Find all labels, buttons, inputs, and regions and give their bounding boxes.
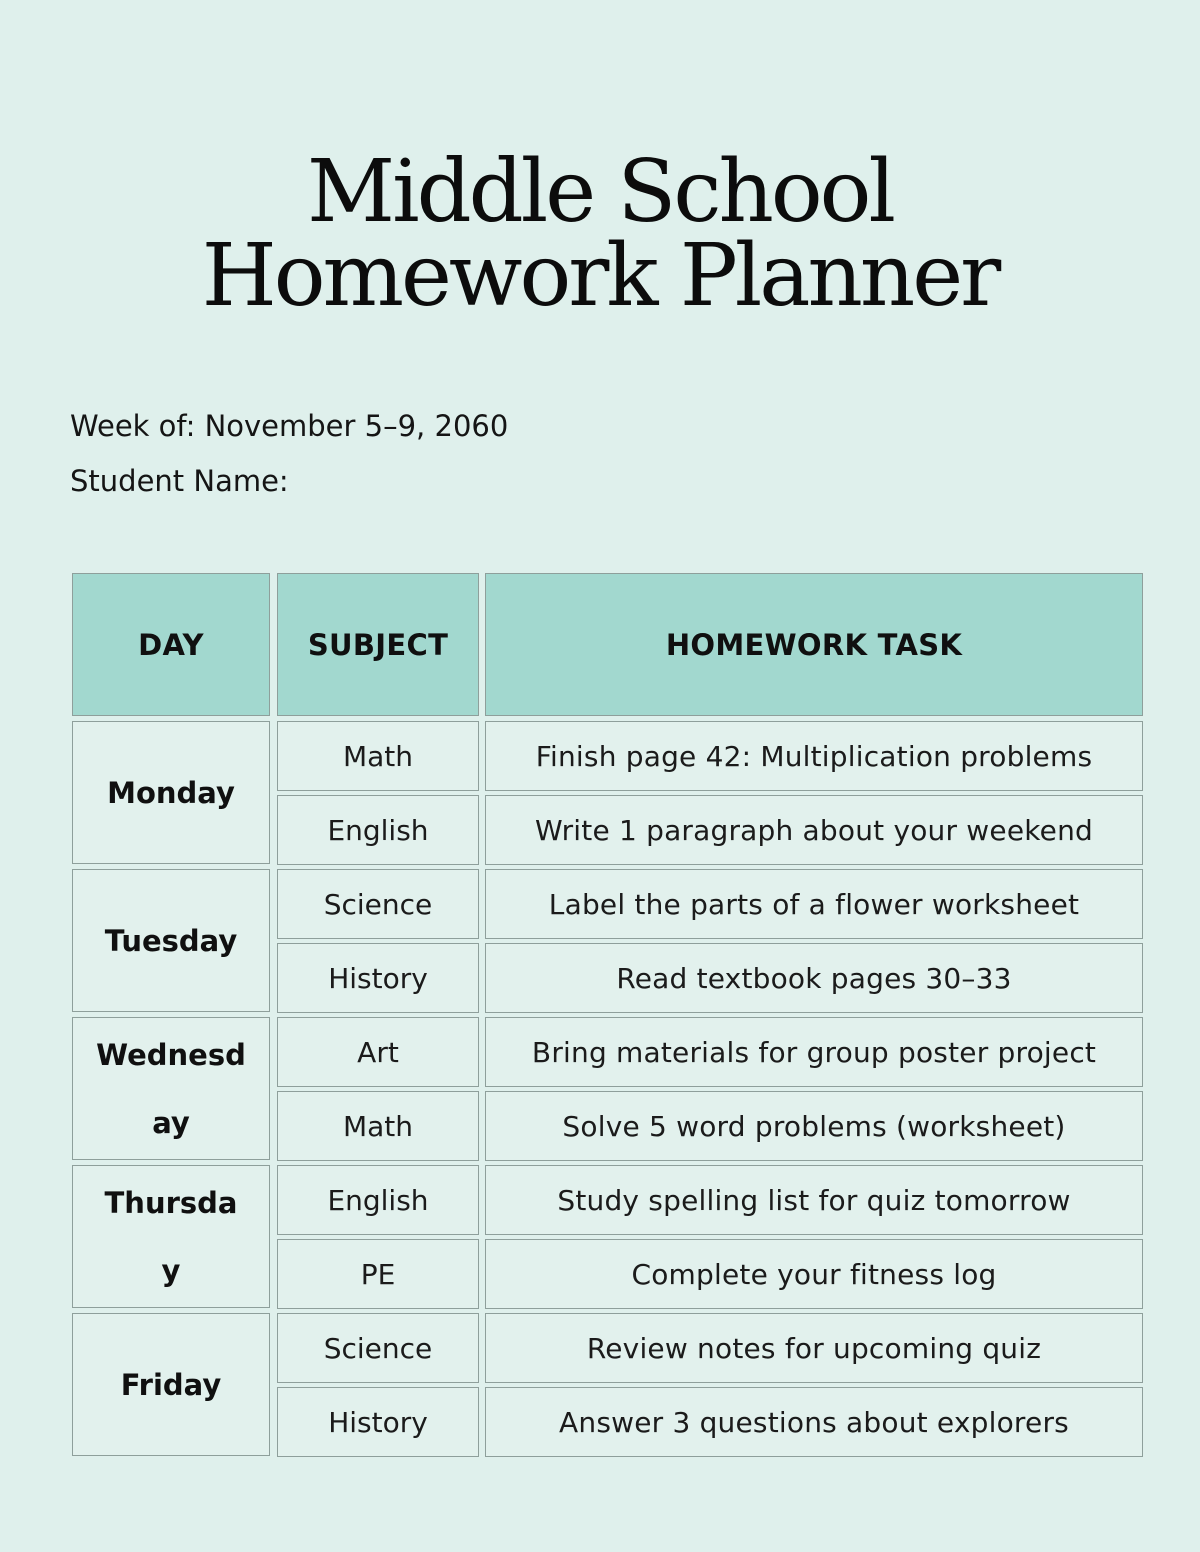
subject-cell: History (277, 1387, 479, 1457)
task-cell: Write 1 paragraph about your weekend (485, 795, 1143, 865)
day-label: Friday (120, 1367, 222, 1402)
day-label: Tuesday (104, 923, 238, 958)
day-cell-friday (72, 1313, 270, 1456)
header-homework-task: HOMEWORK TASK (485, 573, 1143, 716)
subject-cell: PE (277, 1239, 479, 1309)
subject-cell: Math (277, 721, 479, 791)
day-cell-tuesday (72, 869, 270, 1012)
title-line-2: Homework Planner (201, 226, 999, 326)
subject-cell: English (277, 795, 479, 865)
task-cell: Read textbook pages 30–33 (485, 943, 1143, 1013)
task-cell: Label the parts of a flower worksheet (485, 869, 1143, 939)
subject-cell: Science (277, 1313, 479, 1383)
subject-cell: English (277, 1165, 479, 1235)
week-of-label: Week of: November 5–9, 2060 (70, 409, 509, 443)
header-subject: SUBJECT (277, 573, 479, 716)
day-cell-wednesday (72, 1017, 270, 1160)
subject-cell: Art (277, 1017, 479, 1087)
subject-cell: History (277, 943, 479, 1013)
subject-cell: Science (277, 869, 479, 939)
task-cell: Solve 5 word problems (worksheet) (485, 1091, 1143, 1161)
task-cell: Answer 3 questions about explorers (485, 1387, 1143, 1457)
task-cell: Finish page 42: Multiplication problems (485, 721, 1143, 791)
student-name-label: Student Name: (70, 464, 289, 498)
day-cell-thursday (72, 1165, 270, 1308)
title-line-1: Middle School (307, 142, 893, 242)
day-cell-monday (72, 721, 270, 864)
subject-cell: Math (277, 1091, 479, 1161)
day-label: Wednesday (96, 1037, 246, 1140)
task-cell: Bring materials for group poster project (485, 1017, 1143, 1087)
task-cell: Complete your fitness log (485, 1239, 1143, 1309)
day-label: Monday (107, 775, 235, 810)
header-day: DAY (72, 573, 270, 716)
day-label: Thursday (104, 1185, 238, 1288)
task-cell: Review notes for upcoming quiz (485, 1313, 1143, 1383)
task-cell: Study spelling list for quiz tomorrow (485, 1165, 1143, 1235)
